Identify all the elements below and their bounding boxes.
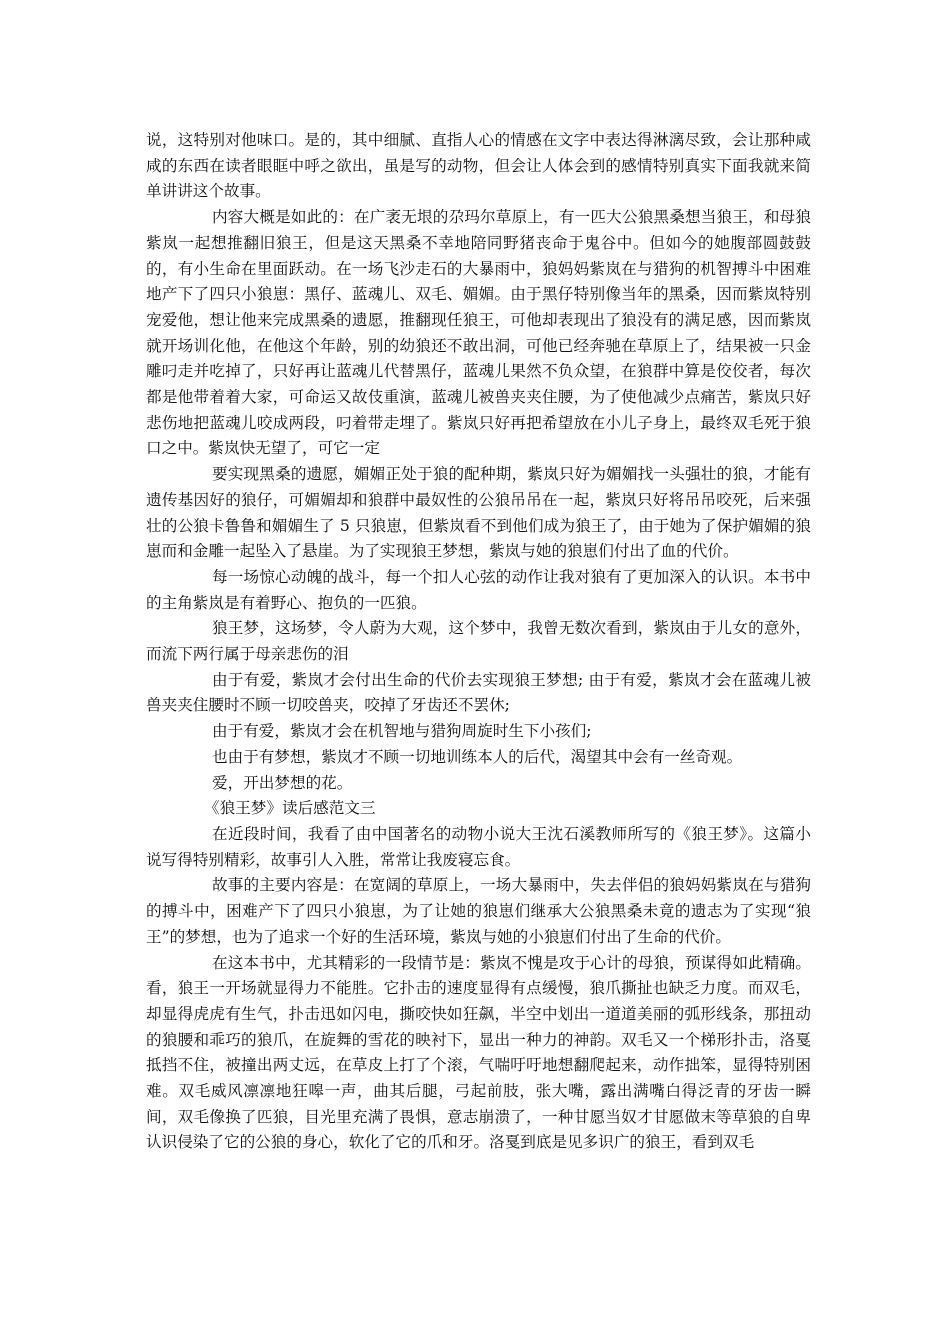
paragraph-battles: 每一场惊心动魄的战斗，每一个扣人心弦的动作让我对狼有了更加深入的认识。本书中的主角紫岚是有着野心、抱负的一匹狼。: [146, 567, 811, 612]
paragraph-mei-mei: 要实现黑桑的遗愿，媚媚正处于狼的配种期，紫岚只好为媚媚找一头强壮的狼，才能有遗传基因好的狼仔，可媚媚却和狼群中最奴性的公狼吊吊在一起，紫岚只好将吊吊咬死，后来强壮的公狼卡鲁鲁和媚媚生了 5 只狼崽，但紫岚看不到他们成为狼王了，由于她为了保护媚媚的狼崽而和金雕一起坠入了悬崖。为了实现狼王梦想，紫岚与她的狼崽们付出了血的代价。: [146, 465, 811, 561]
section-heading: 《狼王梦》读后感范文三: [204, 799, 376, 818]
paragraph-because-of-love-1: 由于有爱，紫岚才会付出生命的代价去实现狼王梦想; 由于有爱，紫岚才会在蓝魂儿被兽夹夹住腰时不顾一切咬兽夹，咬掉了牙齿还不罢休;: [146, 670, 811, 715]
paragraph-essay3-intro: 在近段时间，我看了由中国著名的动物小说大王沈石溪教师所写的《狼王梦》。这篇小说写得特别精彩，故事引人入胜，常常让我废寝忘食。: [146, 824, 811, 869]
paragraph-essay3-summary: 故事的主要内容是：在宽阔的草原上，一场大暴雨中，失去伴侣的狼妈妈紫岚在与猎狗的搏斗中，困难产下了四只小狼崽，为了让她的狼崽们继承大公狼黑桑未竟的遗志为了实现“狼王”的梦想，也为了追求一个好的生活环境，紫岚与她的小狼崽们付出了生命的代价。: [146, 876, 811, 946]
paragraph-love-flower: 爱，开出梦想的花。: [212, 773, 353, 792]
document-page: [146, 128, 811, 1156]
paragraph-because-of-dream: 也由于有梦想，紫岚才不顾一切地训练本人的后代，渴望其中会有一丝奇观。: [212, 747, 743, 766]
paragraph-because-of-love-2: 由于有爱，紫岚才会在机智地与猎狗周旋时生下小孩们;: [212, 722, 592, 741]
paragraph-essay3-highlight: 在这本书中，尤其精彩的一段情节是：紫岚不愧是攻于心计的母狼，预谋得如此精确。看，狼王一开场就显得力不能胜。它扑击的速度显得有点缓慢，狼爪撕扯也缺乏力度。而双毛，却显得虎虎有生气，扑击迅如闪电，撕咬快如狂飙，半空中划出一道道美丽的弧形线条，那扭动的狼腰和乖巧的狼爪，在旋舞的雪花的映衬下，显出一种力的神韵。双毛又一个梯形扑击，洛戛抵挡不住，被撞出两丈远，在草皮上打了个滚，气喘吁吁地想翻爬起来，动作拙笨，显得特别困难。双毛威风凛凛地狂嗥一声，曲其后腿，弓起前肢，张大嘴，露出满嘴白得泛青的牙齿一瞬间，双毛像换了匹狼，目光里充满了畏惧，意志崩溃了，一种甘愿当奴才甘愿做末等草狼的自卑认识侵染了它的公狼的身心，软化了它的爪和牙。洛戛到底是见多识广的狼王，看到双毛: [146, 953, 811, 1152]
paragraph-intro-continued: 说，这特别对他味口。是的，其中细腻、直指人心的情感在文字中表达得淋漓尽致，会让那种咸咸的东西在读者眼眶中呼之欲出，虽是写的动物，但会让人体会到的感情特别真实下面我就来简单讲讲这个故事。: [146, 131, 811, 201]
paragraph-plot-summary: 内容大概是如此的：在广袤无垠的尕玛尔草原上，有一匹大公狼黑桑想当狼王，和母狼紫岚一起想推翻旧狼王，但是这天黑桑不幸地陪同野猪丧命于鬼谷中。但如今的她腹部圆鼓鼓的，有小生命在里面跃动。在一场飞沙走石的大暴雨中，狼妈妈紫岚在与猎狗的机智搏斗中困难地产下了四只小狼崽：黑仔、蓝魂儿、双毛、媚媚。由于黑仔特别像当年的黑桑，因而紫岚特别宠爱他，想让他来完成黑桑的遗愿，推翻现任狼王，可他却表现出了狼没有的满足感，因而紫岚就开场训化他，在他这个年龄，别的幼狼还不敢出洞，可他已经奔驰在草原上了，结果被一只金雕叼走并吃掉了，只好再让蓝魂儿代替黑仔，蓝魂儿果然不负众望，在狼群中算是佼佼者，每次都是他带着着大家，可命运又故伎重演，蓝魂儿被兽夹夹住腰，为了使他减少点痛苦，紫岚只好悲伤地把蓝魂儿咬成两段，叼着带走埋了。紫岚只好再把希望放在小儿子身上，最终双毛死于狼口之中。紫岚快无望了，可它一定: [146, 208, 811, 458]
paragraph-wolf-king-dream: 狼王梦，这场梦，令人蔚为大观，这个梦中，我曾无数次看到，紫岚由于儿女的意外，而流下两行属于母亲悲伤的泪: [146, 619, 811, 664]
